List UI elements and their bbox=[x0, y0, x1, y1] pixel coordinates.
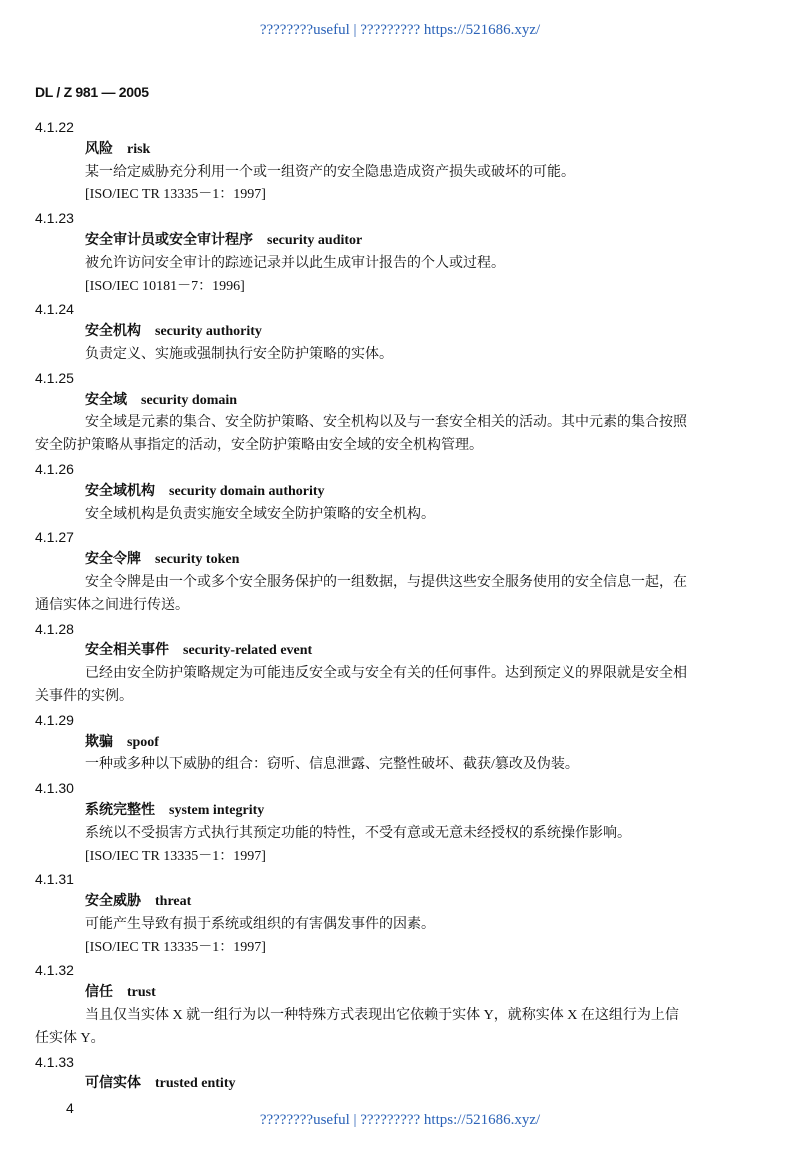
entry-term bbox=[35, 800, 770, 823]
term-chinese: 安全域 bbox=[85, 392, 127, 408]
term-english: security domain bbox=[141, 392, 238, 408]
term-entry bbox=[35, 298, 770, 366]
definition-line: 安全域是元素的集合、安全防护策略、安全机构以及与一套安全相关的活动。其中元素的集合按照 bbox=[85, 415, 687, 431]
term-entry bbox=[35, 526, 770, 617]
term-entry bbox=[35, 709, 770, 777]
term-english: security token bbox=[155, 552, 240, 568]
term-entry bbox=[35, 1051, 770, 1097]
entry-term bbox=[35, 139, 770, 162]
term-chinese: 安全审计员或安全审计程序 bbox=[85, 232, 253, 248]
entry-number: 4.1.23 bbox=[35, 210, 74, 227]
term-chinese: 系统完整性 bbox=[85, 802, 155, 818]
term-entries-list bbox=[35, 116, 770, 1096]
term-english: spoof bbox=[127, 734, 159, 750]
term-chinese: 安全域机构 bbox=[85, 483, 155, 499]
term-english: security auditor bbox=[267, 232, 363, 248]
term-entry bbox=[35, 959, 770, 1050]
reference-citation: [ISO/IEC TR 13335－1：1997] bbox=[85, 187, 266, 203]
entry-term bbox=[35, 549, 770, 572]
entry-term bbox=[35, 481, 770, 504]
entry-term bbox=[35, 1073, 770, 1096]
watermark-top: ????????useful | ????????? https://521686.xyz/ bbox=[259, 22, 541, 38]
definition-line: 一种或多种以下威胁的组合：窃听、信息泄露、完整性破坏、截获/篡改及伪装。 bbox=[85, 757, 579, 773]
document-code-header: DL / Z 981 — 2005 bbox=[35, 84, 149, 100]
term-entry bbox=[35, 458, 770, 526]
definition-line: 负责定义、实施或强制执行安全防护策略的实体。 bbox=[85, 346, 393, 362]
term-english: security domain authority bbox=[169, 483, 325, 499]
entry-number: 4.1.28 bbox=[35, 620, 74, 637]
definition-line: 通信实体之间进行传送。 bbox=[35, 597, 189, 613]
term-english: risk bbox=[127, 141, 151, 157]
term-english: threat bbox=[155, 894, 192, 910]
entry-number: 4.1.29 bbox=[35, 711, 74, 728]
entry-number: 4.1.26 bbox=[35, 460, 74, 477]
definition-line: 系统以不受损害方式执行其预定功能的特性，不受有意或无意未经授权的系统操作影响。 bbox=[85, 825, 631, 841]
term-chinese: 风险 bbox=[85, 141, 113, 157]
entry-number: 4.1.30 bbox=[35, 780, 74, 797]
entry-number: 4.1.25 bbox=[35, 369, 74, 386]
reference-citation: [ISO/IEC TR 13335－1：1997] bbox=[85, 848, 266, 864]
term-entry bbox=[35, 367, 770, 458]
entry-number: 4.1.31 bbox=[35, 871, 74, 888]
definition-line: 当且仅当实体 X 就一组行为以一种特殊方式表现出它依赖于实体 Y，就称实体 X 在这组行为上信 bbox=[85, 1008, 679, 1024]
page-number: 4 bbox=[66, 1100, 74, 1116]
term-chinese: 欺骗 bbox=[85, 734, 113, 750]
term-english: trusted entity bbox=[155, 1076, 236, 1092]
reference-citation: [ISO/IEC TR 13335－1：1997] bbox=[85, 939, 266, 955]
definition-line: 任实体 Y。 bbox=[35, 1030, 105, 1046]
entry-number: 4.1.24 bbox=[35, 301, 74, 318]
entry-term bbox=[35, 982, 770, 1005]
term-entry bbox=[35, 777, 770, 868]
entry-term bbox=[35, 732, 770, 755]
term-english: security authority bbox=[155, 324, 262, 340]
term-chinese: 可信实体 bbox=[85, 1076, 141, 1092]
definition-line: 安全防护策略从事指定的活动，安全防护策略由安全域的安全机构管理。 bbox=[35, 438, 483, 454]
term-entry bbox=[35, 618, 770, 709]
reference-citation: [ISO/IEC 10181－7：1996] bbox=[85, 278, 245, 294]
term-chinese: 安全机构 bbox=[85, 324, 141, 340]
entry-number: 4.1.27 bbox=[35, 529, 74, 546]
definition-line: 可能产生导致有损于系统或组织的有害偶发事件的因素。 bbox=[85, 916, 435, 932]
entry-term bbox=[35, 230, 770, 253]
definition-line: 关事件的实例。 bbox=[35, 688, 133, 704]
term-chinese: 安全威胁 bbox=[85, 894, 141, 910]
definition-line: 被允许访问安全审计的踪迹记录并以此生成审计报告的个人或过程。 bbox=[85, 255, 505, 271]
entry-term bbox=[35, 321, 770, 344]
definition-line: 已经由安全防护策略规定为可能违反安全或与安全有关的任何事件。达到预定义的界限就是安全相 bbox=[85, 666, 687, 682]
entry-term bbox=[35, 891, 770, 914]
term-english: system integrity bbox=[169, 802, 265, 818]
term-entry bbox=[35, 207, 770, 298]
definition-line: 某一给定威胁充分利用一个或一组资产的安全隐患造成资产损失或破坏的可能。 bbox=[85, 164, 575, 180]
definition-line: 安全令牌是由一个或多个安全服务保护的一组数据，与提供这些安全服务使用的安全信息一起，在 bbox=[85, 574, 687, 590]
term-chinese: 信任 bbox=[85, 985, 113, 1001]
term-chinese: 安全令牌 bbox=[85, 552, 141, 568]
term-english: security-related event bbox=[183, 643, 313, 659]
definition-line: 安全域机构是负责实施安全域安全防护策略的安全机构。 bbox=[85, 506, 435, 522]
term-entry bbox=[35, 868, 770, 959]
entry-number: 4.1.33 bbox=[35, 1053, 74, 1070]
entry-term bbox=[35, 640, 770, 663]
watermark-bottom: ????????useful | ????????? https://521686.xyz/ bbox=[259, 1112, 541, 1128]
term-english: trust bbox=[127, 985, 156, 1001]
entry-term bbox=[35, 390, 770, 413]
term-chinese: 安全相关事件 bbox=[85, 643, 169, 659]
entry-number: 4.1.22 bbox=[35, 119, 74, 135]
entry-number: 4.1.32 bbox=[35, 962, 74, 979]
term-entry bbox=[35, 116, 770, 207]
